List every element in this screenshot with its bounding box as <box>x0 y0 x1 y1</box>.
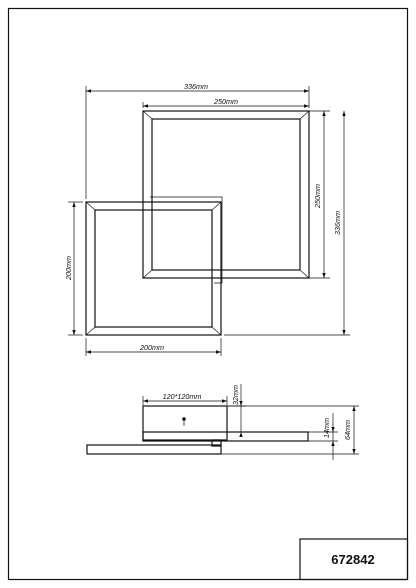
dim-canopy-height <box>227 384 246 437</box>
dim-label-outer-height: 336mm <box>333 211 342 235</box>
dim-label-small-height: 200mm <box>64 256 73 280</box>
large-square-frame <box>143 111 309 278</box>
top-view <box>64 82 350 356</box>
dim-outer-height <box>224 111 350 335</box>
dim-label-frame-depth: 14mm <box>322 418 331 438</box>
side-view <box>87 384 359 460</box>
dim-small-height <box>64 202 83 335</box>
dim-small-width <box>86 338 221 356</box>
dim-label-total-depth: 64mm <box>343 420 352 440</box>
dim-frame-depth <box>308 413 338 460</box>
dim-total-depth <box>221 406 359 454</box>
part-number: 672842 <box>331 552 375 567</box>
dim-inner-height <box>309 111 330 278</box>
small-square-frame <box>86 202 221 335</box>
dim-canopy-size <box>143 392 227 405</box>
dim-inner-width <box>143 97 309 108</box>
dim-outer-width <box>86 82 309 199</box>
dim-label-inner-height: 250mm <box>313 184 322 208</box>
lower-bar <box>87 445 221 454</box>
title-block <box>300 539 408 580</box>
canopy-side <box>143 406 227 440</box>
dim-label-inner-width: 250mm <box>214 97 238 106</box>
dim-label-canopy-height: 32mm <box>231 385 240 405</box>
dim-label-canopy-size: 120*120mm <box>162 392 202 401</box>
sheet-border <box>9 9 408 580</box>
dim-label-small-width: 200mm <box>140 343 164 352</box>
dim-label-outer-width: 336mm <box>184 82 208 91</box>
